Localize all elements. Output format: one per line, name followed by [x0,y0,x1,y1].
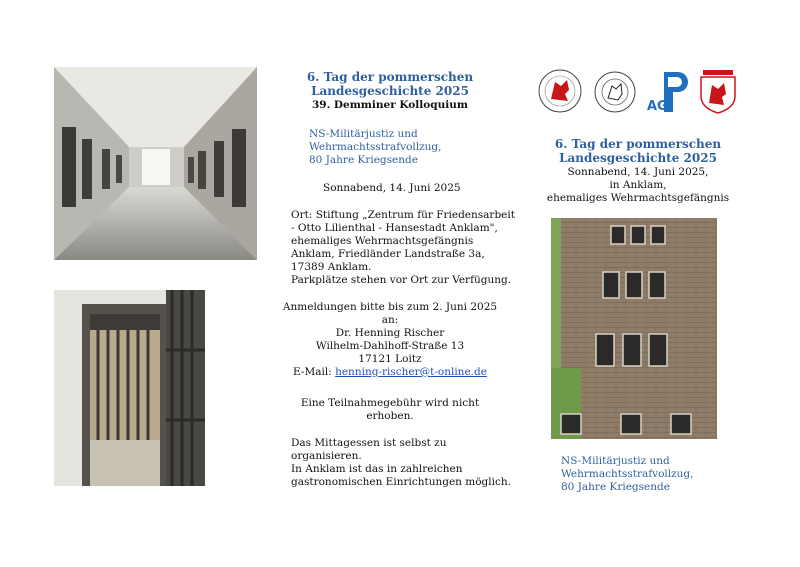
right-topic-line3: 80 Jahre Kriegsende [561,481,670,493]
lunch-line: gastronomischen Einrichtungen möglich. [291,476,511,488]
venue-line: - Otto Lilienthal - Hansestadt Anklam", [291,222,498,234]
middle-fee [280,397,500,423]
agpkg-logo-icon [646,70,690,114]
email-link[interactable]: henning-rischer@t-online.de [335,366,487,378]
griffin-coat-of-arms-icon [697,68,739,114]
registration-line: Dr. Henning Rischer [335,327,445,339]
right-info-line1: Sonnabend, 14. Juni 2025, [567,166,709,178]
venue-line: Ort: Stiftung „Zentrum für Friedensarbeit [291,209,515,221]
registration-line: Wilhelm-Dahlhoff-Straße 13 [315,340,465,352]
registration-line: 17121 Loitz [358,353,422,365]
email-label: E-Mail: [293,366,332,378]
middle-topic-line2: Wehrmachtsstrafvollzug, [309,141,442,153]
middle-subtitle: 39. Demminer Kolloquium [311,99,468,111]
middle-title-line2: Landesgeschichte 2025 [311,84,469,98]
middle-topic-line3: 80 Jahre Kriegsende [309,154,418,166]
venue-line: Anklam, Friedländer Landstraße 3a, [291,248,485,260]
middle-venue [291,209,515,287]
lunch-line: organisieren. [291,450,362,462]
venue-line: Parkplätze stehen vor Ort zur Verfügung. [291,274,512,286]
venue-line: 17389 Anklam. [291,261,372,273]
right-topic-line1: NS-Militärjustiz und [561,455,670,467]
email-line [280,366,500,379]
registration-line: Anmeldungen bitte bis zum 2. Juni 2025 [282,301,498,313]
registration-line: an: [381,314,399,326]
logo-row [537,68,742,116]
prison-building-photo [551,218,717,439]
middle-lunch [291,437,511,489]
middle-topic-line1: NS-Militärjustiz und [309,128,418,140]
right-title [533,137,743,165]
prison-corridor-photo [54,67,257,260]
agpkg-logo-text: AG [647,99,668,114]
fee-line2: erhoben. [366,410,414,422]
middle-date: Sonnabend, 14. Juni 2025 [323,182,461,194]
middle-title-line1: 6. Tag der pommerschen [306,70,474,84]
middle-topic [309,128,442,167]
right-title-line2: Landesgeschichte 2025 [559,151,717,165]
cell-door-photo [54,290,205,486]
lunch-line: In Anklam ist das in zahlreichen [291,463,463,475]
middle-title [280,70,500,98]
right-title-line1: 6. Tag der pommerschen [554,137,722,151]
right-info-line3: ehemaliges Wehrmachtsgefängnis [546,192,730,204]
right-info [533,166,743,205]
pomeranian-griffin-seal-icon [537,68,583,114]
right-topic-line2: Wehrmachtsstrafvollzug, [561,468,694,480]
fee-line1: Eine Teilnahmegebühr wird nicht [300,397,480,409]
right-topic [561,455,694,494]
middle-registration [280,301,500,379]
historical-commission-seal-icon [593,70,637,114]
right-info-line2: in Anklam, [609,179,667,191]
venue-line: ehemaliges Wehrmachtsgefängnis [291,235,474,247]
lunch-line: Das Mittagessen ist selbst zu [291,437,447,449]
